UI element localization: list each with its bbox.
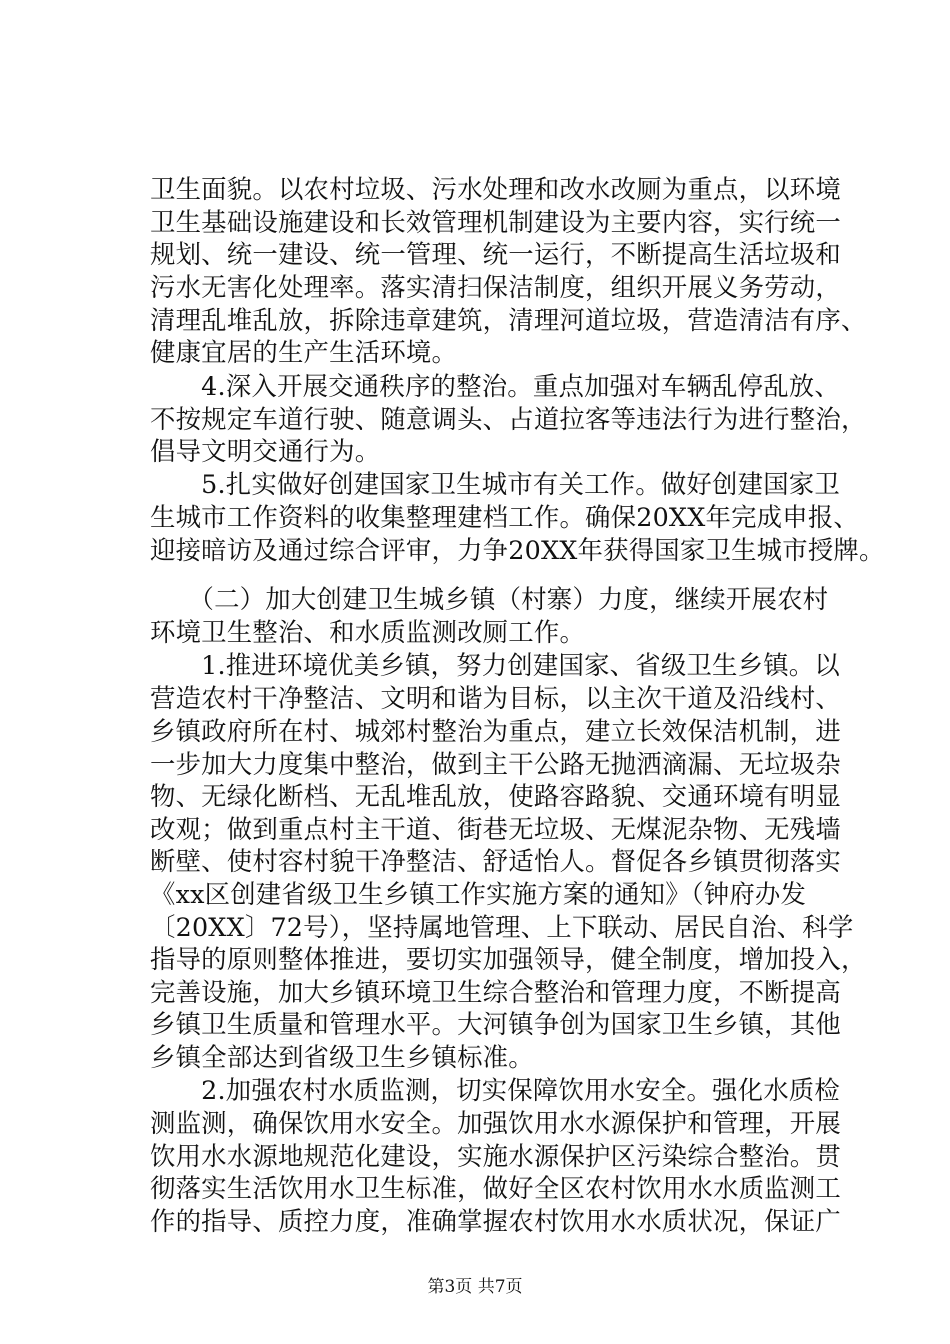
text-line: 清理乱堆乱放，拆除违章建筑，清理河道垃圾，营造清洁有序、	[150, 305, 867, 335]
text-line: 测监测，确保饮用水安全。加强饮用水水源保护和管理，开展	[150, 1108, 841, 1138]
text-line: 乡镇卫生质量和管理水平。大河镇争创为国家卫生乡镇，其他	[150, 1009, 841, 1039]
text-line: 1.推进环境优美乡镇，努力创建国家、省级卫生乡镇。以	[150, 650, 840, 680]
text-line: 改观；做到重点村主干道、街巷无垃圾、无煤泥杂物、无残墙	[150, 814, 841, 844]
text-line: 一步加大力度集中整治，做到主干公路无抛洒滴漏、无垃圾杂	[150, 749, 841, 779]
text-line: 倡导文明交通行为。	[150, 436, 381, 466]
text-line: 彻落实生活饮用水卫生标准，做好全区农村饮用水水质监测工	[150, 1173, 841, 1203]
text-line: 物、无绿化断档、无乱堆乱放，使路容路貌、交通环境有明显	[150, 781, 841, 811]
text-line: 作的指导、质控力度，准确掌握农村饮用水水质状况，保证广	[150, 1206, 841, 1236]
text-line: 断壁、使村容村貌干净整洁、舒适怡人。督促各乡镇贯彻落实	[150, 846, 841, 876]
text-line: 健康宜居的生产生活环境。	[150, 337, 458, 367]
text-line: 2.加强农村水质监测，切实保障饮用水安全。强化水质检	[150, 1075, 840, 1105]
text-line: 环境卫生整治、和水质监测改厕工作。	[150, 617, 586, 647]
text-line: 规划、统一建设、统一管理、统一运行，不断提高生活垃圾和	[150, 239, 841, 269]
text-line: （二）加大创建卫生城乡镇（村寨）力度，继续开展农村	[150, 584, 829, 614]
text-line: 卫生基础设施建设和长效管理机制建设为主要内容，实行统一	[150, 207, 841, 237]
text-line: 饮用水水源地规范化建设，实施水源保护区污染综合整治。贯	[150, 1141, 841, 1171]
text-line: 〔20XX〕72号），坚持属地管理、上下联动、居民自治、科学	[150, 912, 854, 942]
text-line: 不按规定车道行驶、随意调头、占道拉客等违法行为进行整治，	[150, 404, 867, 434]
text-line: 污水无害化处理率。落实清扫保洁制度，组织开展义务劳动，	[150, 272, 841, 302]
page-footer: 第3页 共7页	[427, 1277, 523, 1297]
text-line: 迎接暗访及通过综合评审，力争20XX年获得国家卫生城市授牌。	[150, 535, 885, 565]
text-line: 指导的原则整体推进，要切实加强领导，健全制度，增加投入，	[150, 944, 867, 974]
text-line: 卫生面貌。以农村垃圾、污水处理和改水改厕为重点，以环境	[150, 174, 841, 204]
text-line: 营造农村干净整洁、文明和谐为目标，以主次干道及沿线村、	[150, 683, 841, 713]
text-line: 乡镇政府所在村、城郊村整治为重点，建立长效保洁机制，进	[150, 716, 841, 746]
text-line: 4.深入开展交通秩序的整治。重点加强对车辆乱停乱放、	[150, 371, 840, 401]
text-line: 乡镇全部达到省级卫生乡镇标准。	[150, 1042, 534, 1072]
text-line: 5.扎实做好创建国家卫生城市有关工作。做好创建国家卫	[150, 469, 840, 499]
text-line: 《xx区创建省级卫生乡镇工作实施方案的通知》（钟府办发	[150, 879, 807, 909]
text-line: 完善设施，加大乡镇环境卫生综合整治和管理力度，不断提高	[150, 977, 841, 1007]
text-line: 生城市工作资料的收集整理建档工作。确保20XX年完成申报、	[150, 502, 860, 532]
